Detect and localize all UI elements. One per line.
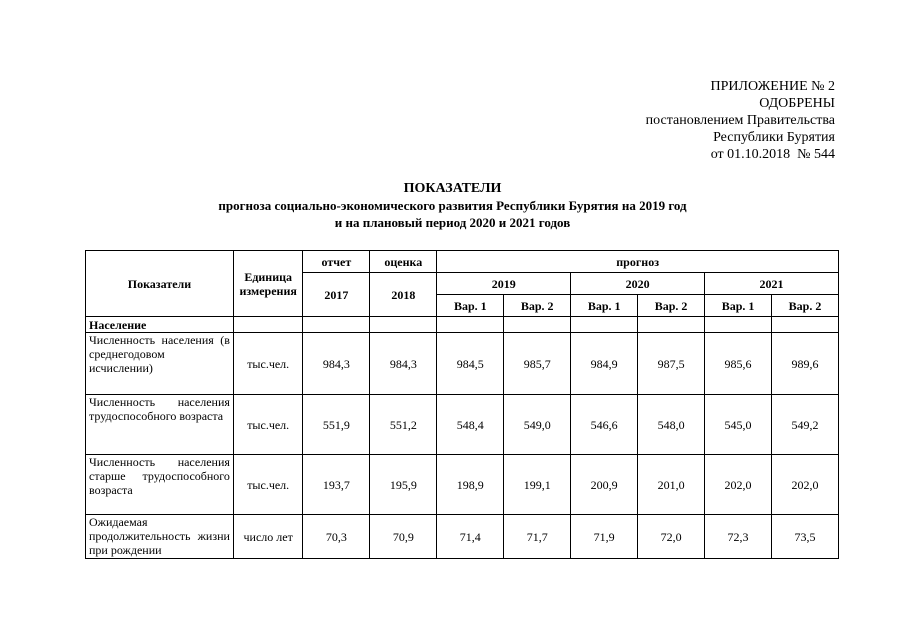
value-cell: 70,3 (303, 515, 370, 559)
value-cell: 193,7 (303, 455, 370, 515)
header-estimate: оценка (370, 251, 437, 273)
value-cell: 72,0 (638, 515, 705, 559)
value-cell: 984,5 (437, 333, 504, 395)
header-2019-var1: Вар. 1 (437, 295, 504, 317)
value-cell: 989,6 (772, 333, 839, 395)
table-row (86, 333, 839, 395)
value-cell: 985,6 (705, 333, 772, 395)
value-cell: 199,1 (504, 455, 571, 515)
header-year-2018: 2018 (370, 273, 437, 317)
header-year-2020: 2020 (571, 273, 705, 295)
value-cell: 548,4 (437, 395, 504, 455)
row-unit: тыс.чел. (233, 455, 303, 515)
value-cell: 985,7 (504, 333, 571, 395)
appendix-number: ПРИЛОЖЕНИЕ № 2 (710, 79, 835, 94)
row-label: Численность населения (в среднегодовом исчислении) (86, 333, 234, 395)
approval-block (646, 78, 835, 163)
value-cell: 551,2 (370, 395, 437, 455)
header-forecast: прогноз (437, 251, 839, 273)
value-cell: 73,5 (772, 515, 839, 559)
value-cell: 549,0 (504, 395, 571, 455)
table-row (86, 455, 839, 515)
value-cell: 71,9 (571, 515, 638, 559)
row-label: Численность населения старше трудоспособного возраста (86, 455, 234, 515)
value-cell: 71,7 (504, 515, 571, 559)
value-cell: 987,5 (638, 333, 705, 395)
value-cell: 71,4 (437, 515, 504, 559)
value-cell: 202,0 (772, 455, 839, 515)
value-cell: 70,9 (370, 515, 437, 559)
republic-label: Республики Бурятия (713, 130, 835, 145)
header-2020-var2: Вар. 2 (638, 295, 705, 317)
header-year-2017: 2017 (303, 273, 370, 317)
value-cell: 202,0 (705, 455, 772, 515)
row-label: Ожидаемая продолжительность жизни при рождении (86, 515, 234, 559)
table-row (86, 515, 839, 559)
indicators-table (85, 250, 839, 559)
header-2021-var2: Вар. 2 (772, 295, 839, 317)
value-cell: 984,3 (370, 333, 437, 395)
approved-label: ОДОБРЕНЫ (759, 96, 835, 111)
value-cell: 545,0 (705, 395, 772, 455)
value-cell: 546,6 (571, 395, 638, 455)
header-year-2021: 2021 (705, 273, 839, 295)
row-label: Численность населения трудоспособного возраста (86, 395, 234, 455)
value-cell: 195,9 (370, 455, 437, 515)
row-unit: тыс.чел. (233, 333, 303, 395)
section-label: Население (86, 317, 234, 333)
header-2020-var1: Вар. 1 (571, 295, 638, 317)
value-cell: 984,9 (571, 333, 638, 395)
value-cell: 551,9 (303, 395, 370, 455)
value-cell: 201,0 (638, 455, 705, 515)
value-cell: 200,9 (571, 455, 638, 515)
table-row (86, 395, 839, 455)
value-cell: 984,3 (303, 333, 370, 395)
header-indicator: Показатели (86, 251, 234, 317)
title-subtitle-1: прогноза социально-экономического развития Республики Бурятия на 2019 год (218, 198, 687, 213)
header-year-2019: 2019 (437, 273, 571, 295)
value-cell: 549,2 (772, 395, 839, 455)
row-unit: тыс.чел. (233, 395, 303, 455)
header-unit: Единица измерения (233, 251, 303, 317)
document-title (0, 180, 905, 231)
title-main: ПОКАЗАТЕЛИ (403, 181, 502, 196)
header-2019-var2: Вар. 2 (504, 295, 571, 317)
value-cell: 72,3 (705, 515, 772, 559)
resolution-label: постановлением Правительства (645, 113, 835, 128)
value-cell: 198,9 (437, 455, 504, 515)
value-cell: 548,0 (638, 395, 705, 455)
section-row (86, 317, 839, 333)
header-report: отчет (303, 251, 370, 273)
title-subtitle-2: и на плановый период 2020 и 2021 годов (334, 215, 571, 230)
header-2021-var1: Вар. 1 (705, 295, 772, 317)
resolution-date: от 01.10.2018 № 544 (710, 147, 835, 162)
row-unit: число лет (233, 515, 303, 559)
